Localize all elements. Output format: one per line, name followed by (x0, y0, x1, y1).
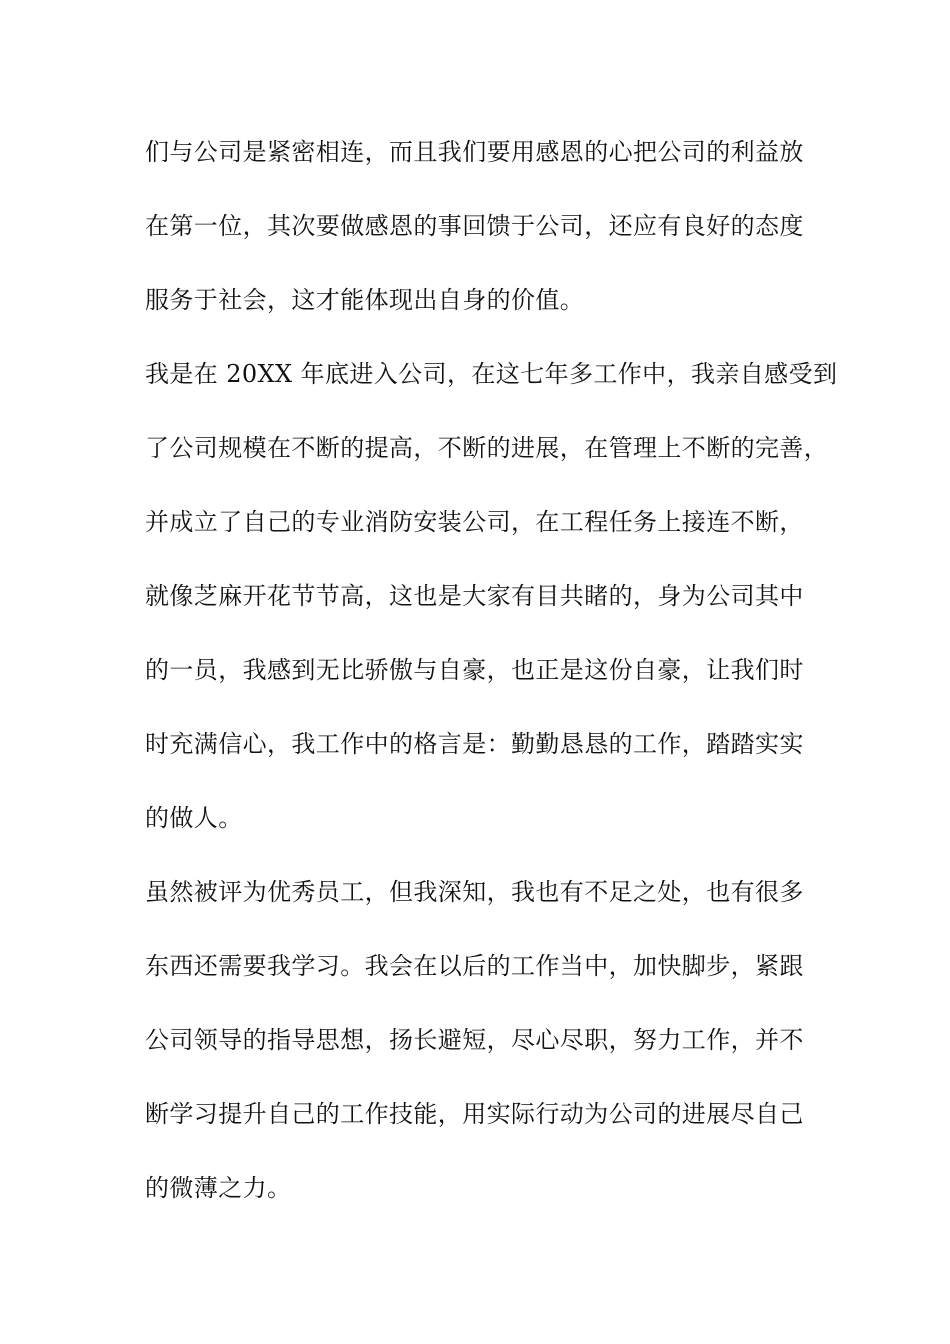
text-line: 服务于社会，这才能体现出自身的价值。 (145, 286, 585, 314)
text-line: 并成立了自己的专业消防安装公司，在工程任务上接连不断， (145, 508, 804, 536)
text-line: 断学习提升自己的工作技能，用实际行动为公司的进展尽自己 (145, 1100, 804, 1128)
text-line: 东西还需要我学习。我会在以后的工作当中，加快脚步，紧跟 (145, 952, 804, 980)
text-line: 就像芝麻开花节节高，这也是大家有目共睹的，身为公司其中 (145, 582, 804, 610)
text-line: 们与公司是紧密相连，而且我们要用感恩的心把公司的利益放 (145, 138, 804, 166)
text-line: 的一员，我感到无比骄傲与自豪，也正是这份自豪，让我们时 (145, 656, 804, 684)
text-line: 的微薄之力。 (145, 1174, 292, 1202)
text-line: 的做人。 (145, 804, 243, 832)
text-line: 我是在 20XX 年底进入公司，在这七年多工作中，我亲自感受到 (145, 360, 838, 388)
text-line: 时充满信心，我工作中的格言是：勤勤恳恳的工作，踏踏实实 (145, 730, 804, 758)
text-line: 了公司规模在不断的提高，不断的进展，在管理上不断的完善， (145, 434, 829, 462)
text-line: 在第一位，其次要做感恩的事回馈于公司，还应有良好的态度 (145, 212, 804, 240)
text-line: 虽然被评为优秀员工，但我深知，我也有不足之处，也有很多 (145, 878, 804, 906)
text-line: 公司领导的指导思想，扬长避短，尽心尽职，努力工作，并不 (145, 1026, 804, 1054)
